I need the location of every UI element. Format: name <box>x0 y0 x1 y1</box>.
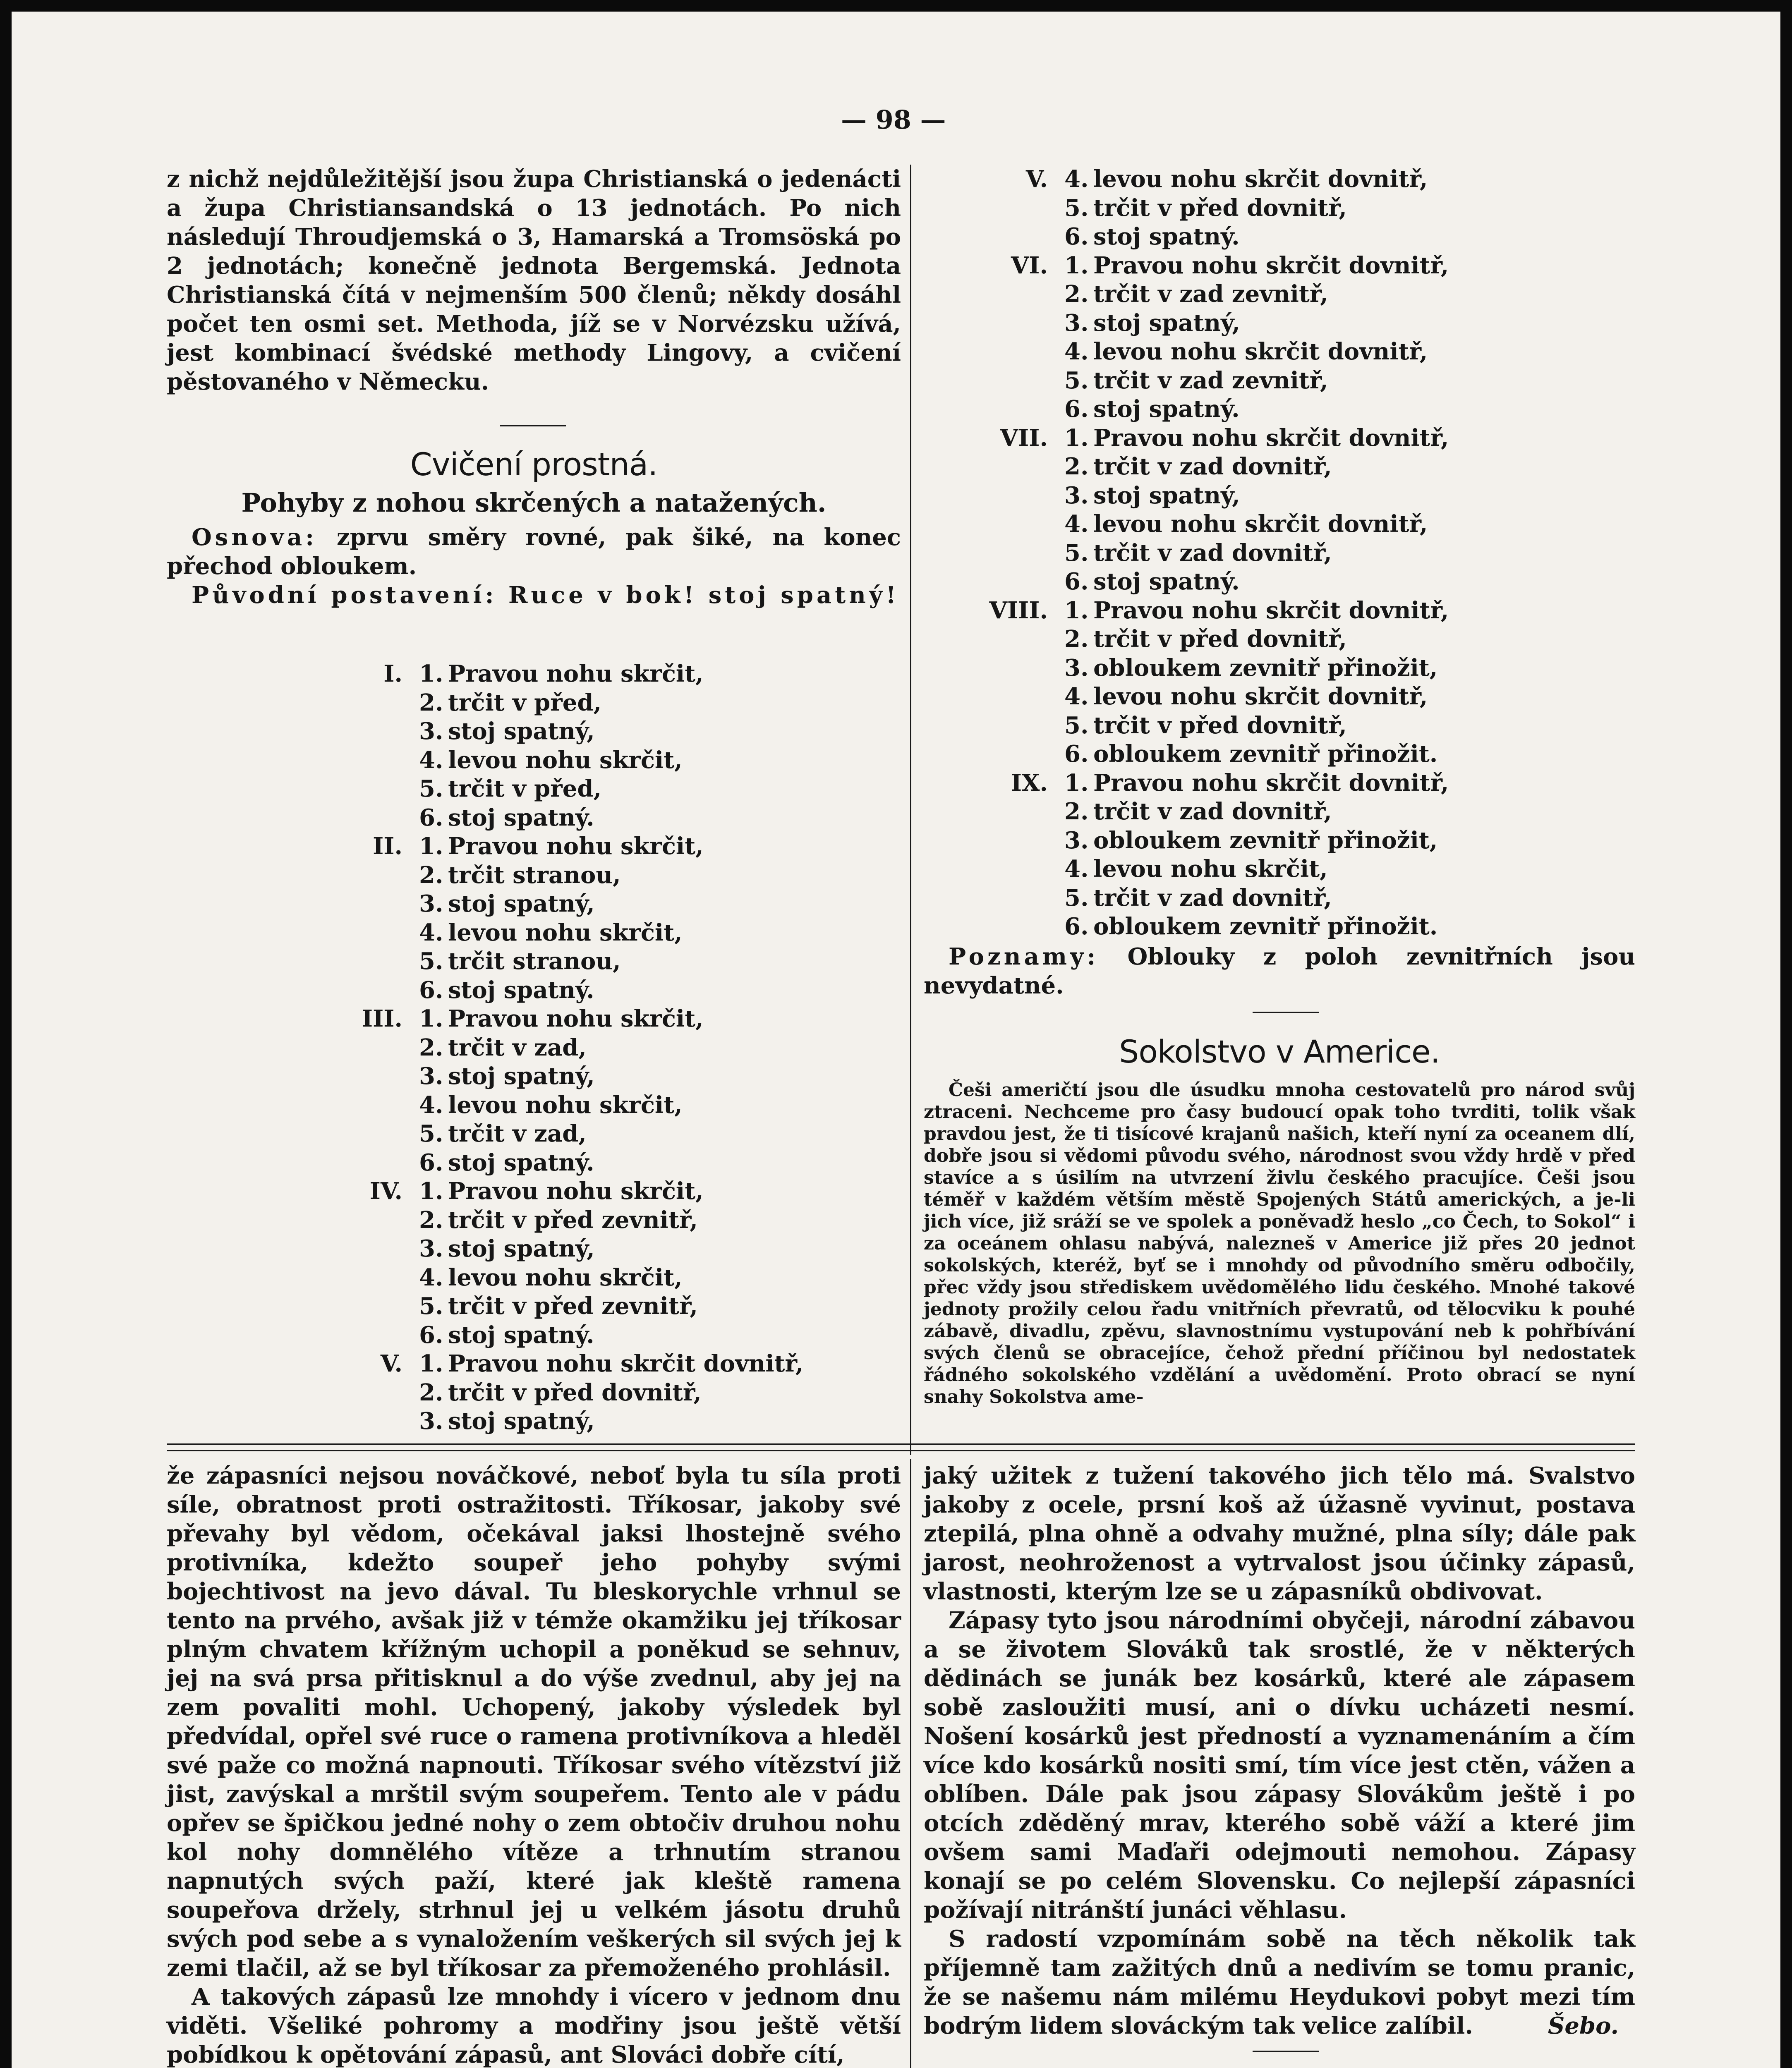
exercise-text: obloukem zevnitř přinožit. <box>1093 913 1438 940</box>
left-top-column <box>167 165 901 396</box>
exercise-text: trčit v před zevnitř, <box>448 1292 698 1320</box>
exercise-text: obloukem zevnitř přinožit, <box>1093 826 1438 854</box>
exercise-text: Pravou nohu skrčit, <box>448 660 704 687</box>
exercise-row <box>1002 827 1540 856</box>
exercise-text: trčit v před dovnitř, <box>1093 711 1347 739</box>
exercise-number: 1. <box>1064 251 1089 279</box>
exercise-row <box>357 1178 895 1206</box>
exercise-text: trčit v před zevnitř, <box>448 1206 698 1234</box>
osnova-label: Osnova: <box>192 524 317 551</box>
exercise-number: 2. <box>1064 798 1089 825</box>
bottom-left-column <box>167 1461 901 2068</box>
exercise-number: 6. <box>1064 740 1089 768</box>
exercise-roman: I. <box>383 660 402 687</box>
exercise-text: Pravou nohu skrčit dovnitř, <box>1093 769 1449 797</box>
exercise-row <box>357 948 895 977</box>
exercise-text: trčit v zad dovnitř, <box>1093 453 1332 480</box>
exercise-row <box>357 718 895 747</box>
exercise-text: trčit v před, <box>448 689 602 716</box>
exercise-number: 6. <box>1064 395 1089 423</box>
exercise-row <box>357 890 895 919</box>
exercise-row <box>1002 424 1540 453</box>
exercise-number: 2. <box>1064 453 1089 480</box>
exercise-roman: IV. <box>369 1178 402 1205</box>
exercise-row <box>1002 223 1540 252</box>
exercise-number: 6. <box>419 804 443 831</box>
exercise-text: stoj spatný, <box>448 1235 595 1262</box>
exercise-text: stoj spatný, <box>1093 481 1240 509</box>
exercise-row <box>989 596 1540 626</box>
exercise-text: Pravou nohu skrčit dovnitř, <box>1093 251 1449 279</box>
exercise-row <box>1002 252 1540 281</box>
poznamy-label: Poznamy: <box>949 943 1099 970</box>
exercise-number: 4. <box>1064 855 1089 883</box>
exercise-number: 2. <box>1064 625 1089 653</box>
exercise-number: 3. <box>419 1235 443 1262</box>
exercise-number: 3. <box>1064 309 1089 337</box>
exercise-row <box>357 1264 895 1293</box>
author-signature: Šebo. <box>1548 2012 1619 2039</box>
exercise-number: 5. <box>419 948 443 975</box>
exercise-text: levou nohu skrčit dovnitř, <box>1093 510 1428 538</box>
scanned-page <box>12 12 1780 2068</box>
exercise-text: levou nohu skrčit, <box>448 919 683 946</box>
exercise-row <box>357 747 895 776</box>
exercise-text: stoj spatný, <box>448 890 595 917</box>
exercise-number: 4. <box>1064 338 1089 365</box>
exercise-row <box>1002 913 1540 942</box>
exercise-text: trčit v zad dovnitř, <box>1093 884 1332 912</box>
exercise-text: stoj spatný, <box>448 1407 595 1435</box>
exercise-text: obloukem zevnitř přinožit. <box>1093 740 1438 768</box>
exercise-row <box>357 1091 895 1120</box>
exercise-roman: III. <box>362 1005 402 1032</box>
exercise-row <box>357 833 895 862</box>
closing-rule <box>1253 2051 1319 2052</box>
article-text: Češi američtí jsou dle úsudku mnoha cestovatelů pro národ svůj ztraceni. Nechceme pro časy budoucí opak toho tvrditi, tolik však pravdou jest, že ti tisícové krajanů našich, kteří nyní za oceanem dlí, dobře jsou si vědomi původu svého, národnost svou vždy hrdě v před stavíce a s úsilím na utvrzení živlu českého pracujíce. Češi jsou téměř v každém větším městě Spojených Států amerických, a je-li jich více, již sráží se ve spolek a poněvadž heslo „co Čech, to Sokol“ i za oceánem ohlasu nabývá, nalezneš v Americe již přes 20 jednot sokolských, kteréž, byť se i mnohdy od původního směru odbočily, přec vždy jsou střediskem uvědomělého lidu českého. Mnohé takové jednoty prožily celou řadu vnitřních převratů, od tělocviku k pouhé zábavě, divadlu, zpěvu, slavnostnímu vystupování neb k pohřbívání svých členů se obracejíce, čehož přední příčinou byl nedostatek řádného sokolského vzdělání a uvědomění. Proto obrací se nyní snahy Sokolstva ame- <box>924 1079 1635 1407</box>
exercise-number: 1. <box>419 1178 443 1205</box>
exercise-number: 1. <box>419 833 443 860</box>
exercise-row <box>357 1235 895 1264</box>
wrestling-paragraph-4: Zápasy tyto jsou národními obyčeji, národní zábavou a se životem Slováků tak srostlé, že v některých dědinách se junák bez kosárků, které ale zápasem sobě zasloužiti musí, ani o dívku ucházeti nesmí. Nošení kosárků jest předností a vyznamenáním a čím více kdo kosárků nositi smí, tím více jest ctěn, vážen a oblíben. Dále pak jsou zápasy Slovákům ještě i po otcích zděděný mrav, kterého sobě váží a které jim ovšem sami Maďaři odejmouti nemohou. Zápasy konají se po celém Slovensku. Co nejlepší zápasníci požívají nitránští junáci věhlasu. <box>924 1607 1635 1924</box>
exercise-text: levou nohu skrčit, <box>448 1091 683 1119</box>
exercise-number: 5. <box>1064 711 1089 739</box>
exercise-row <box>1002 539 1540 568</box>
exercise-roman: IX. <box>1011 769 1048 797</box>
exercise-row <box>357 1034 895 1063</box>
exercise-list-right <box>989 165 1540 942</box>
exercise-row <box>1002 309 1540 338</box>
exercise-text: trčit v zad zevnitř, <box>1093 280 1328 308</box>
exercise-row <box>357 1149 895 1178</box>
exercise-text: Pravou nohu skrčit dovnitř, <box>448 1350 804 1377</box>
exercise-text: obloukem zevnitř přinožit, <box>1093 654 1438 682</box>
exercise-text: trčit v zad, <box>448 1034 587 1061</box>
article-heading: Sokolstvo v Americe. <box>1119 1033 1440 1070</box>
separator-rule <box>500 425 566 426</box>
osnova-paragraph <box>167 523 901 581</box>
exercise-text: levou nohu skrčit dovnitř, <box>1093 683 1428 710</box>
horizontal-rule-bottom <box>167 1450 1635 1451</box>
exercise-number: 5. <box>419 1120 443 1147</box>
exercise-text: stoj spatný. <box>1093 568 1240 595</box>
exercise-number: 3. <box>1064 481 1089 509</box>
section-heading: Cvičení prostná. <box>410 446 658 483</box>
exercise-number: 4. <box>419 919 443 946</box>
exercise-roman: II. <box>373 833 402 860</box>
exercise-text: stoj spatný, <box>448 718 595 745</box>
exercise-row <box>1002 453 1540 482</box>
wrestling-paragraph-1: že zápasníci nejsou nováčkové, neboť byla tu síla proti síle, obratnost proti ostražitosti. Tříkosar, jakoby své převahy byl vědom, očekával jaksi lhostejně svého protivníka, kdežto soupeř jeho pohyby svými bojechtivost na jevo dával. Tu bleskorychle vrhnul se tento na prvého, avšak již v témže okamžiku jej tříkosar plným chvatem křížným uchopil a poněkud se sehnuv, jej na svá prsa přitisknul a do výše zvednul, aby jej na zem povaliti mohl. Uchopený, jakoby výsledek byl předvídal, opřel své ruce o ramena protivníkova a hleděl své paže co možná napnouti. Tříkosar svého vítězství již jist, zavýskal a mrštil svým soupeřem. Tento ale v pádu opřev se špičkou jedné nohy o zem obtočiv druhou nohu kol nohy domnělého vítěze a trhnutím stranou napnutých svých paží, které jak kleště ramena soupeřova držely, strhnul jej u velkém jásotu druhů svých pod sebe a s vynaložením veškerých sil svých jej k zemi tlačil, až se byl tříkosar za přemoženého prohlásil. <box>167 1462 901 1982</box>
exercise-row <box>1002 338 1540 367</box>
exercise-text: stoj spatný. <box>448 1149 594 1176</box>
exercise-number: 4. <box>419 1264 443 1291</box>
exercise-text: trčit v před, <box>448 775 602 802</box>
exercise-text: trčit v zad zevnitř, <box>1093 366 1328 394</box>
exercise-row <box>357 689 895 718</box>
exercise-number: 4. <box>1064 165 1089 193</box>
exercise-row <box>357 1292 895 1321</box>
right-top-column <box>924 942 1635 1000</box>
exercise-number: 4. <box>419 1091 443 1119</box>
exercise-number: 1. <box>1064 424 1089 452</box>
exercise-number: 5. <box>1064 884 1089 912</box>
exercise-row <box>357 804 895 833</box>
page-number: — 98 — <box>841 105 946 135</box>
closing-text: S radostí vzpomínám sobě na těch několik tak příjemně tam zažitých dnů a nedivím se tomu pranic, že se našemu nám milému Heydukovi pobyt mezi tím bodrým lidem slováckým tak velice zalíbil. <box>924 1925 1635 2039</box>
exercise-text: levou nohu skrčit, <box>448 1264 683 1291</box>
exercise-number: 1. <box>1064 769 1089 797</box>
exercise-number: 5. <box>419 1292 443 1320</box>
sokolstvo-article <box>924 1033 1635 1408</box>
exercise-number: 1. <box>419 1005 443 1032</box>
exercise-number: 2. <box>1064 280 1089 308</box>
exercise-text: levou nohu skrčit, <box>448 746 683 774</box>
wrestling-paragraph-3: jaký užitek z tužení takového jich tělo má. Svalstvo jakoby z ocele, prsní koš až úžasně vyvinut, postava ztepilá, plna ohně a odvahy mužné, plna síly; dále pak jarost, neohroženost a vytrvalost jsou účinky zápasů, vlastnosti, kterým lze se u zápasníků obdivovat. <box>924 1462 1635 1605</box>
exercise-text: stoj spatný. <box>1093 223 1240 250</box>
exercise-text: Pravou nohu skrčit dovnitř, <box>1093 424 1449 452</box>
exercise-row <box>1002 510 1540 539</box>
exercise-text: Pravou nohu skrčit, <box>448 1005 704 1032</box>
exercise-number: 6. <box>419 1321 443 1349</box>
exercise-row <box>357 775 895 804</box>
wrestling-paragraph-2: A takových zápasů lze mnohdy i vícero v jednom dnu viděti. Všeliké pohromy a modřiny jsou ještě větší pobídkou k opětování zápasů, ant Slováci dobře cítí, <box>167 1983 901 2068</box>
exercise-text: trčit v zad, <box>448 1120 587 1147</box>
exercise-row <box>1002 395 1540 424</box>
column-divider <box>910 165 911 1455</box>
exercise-row <box>1002 884 1540 913</box>
exercise-number: 3. <box>1064 826 1089 854</box>
exercise-text: Pravou nohu skrčit, <box>448 1178 704 1205</box>
exercise-number: 2. <box>419 861 443 889</box>
exercise-text: stoj spatný, <box>448 1063 595 1090</box>
exercise-row <box>357 1005 895 1034</box>
exercise-row <box>1002 798 1540 827</box>
exercise-list-left <box>357 660 895 1436</box>
intro-paragraph: z nichž nejdůležitější jsou župa Christianská o jedenácti a župa Christiansandská o 13 jednotách. Po nich následují Throudjemská o 3, Hamarská a Tromsöská po 2 jednotách; konečně jednota Bergemská. Jednota Christianská čítá v nejmenším 500 členů; někdy dosáhl počet ten osmi set. Methoda, jíž se v Norvézsku užívá, jest kombinací švédské methody Lingovy, a cvičení pěstovaného v Německu. <box>167 165 901 395</box>
wrestling-paragraph-5 <box>924 1924 1635 2040</box>
exercise-row <box>357 919 895 948</box>
start-label: Původní postavení: <box>192 582 497 609</box>
exercise-roman: VIII. <box>989 596 1048 624</box>
exercise-row <box>1002 683 1540 712</box>
exercise-text: trčit v před dovnitř, <box>1093 625 1347 653</box>
exercise-row <box>1002 194 1540 223</box>
exercise-section-header <box>167 446 901 610</box>
exercise-row <box>1002 712 1540 741</box>
osnova-text: zprvu směry rovné, pak šiké, na konec přechod obloukem. <box>167 524 901 580</box>
exercise-text: trčit v zad dovnitř, <box>1093 539 1332 567</box>
exercise-text: trčit v před dovnitř, <box>448 1379 702 1406</box>
section-subheading: Pohyby z nohou skrčených a natažených. <box>241 488 827 518</box>
exercise-number: 3. <box>419 890 443 917</box>
exercise-number: 5. <box>1064 539 1089 567</box>
exercise-row <box>357 660 895 689</box>
exercise-roman: VII. <box>1000 424 1048 452</box>
exercise-number: 6. <box>1064 568 1089 595</box>
exercise-number: 3. <box>419 718 443 745</box>
exercise-row <box>1002 568 1540 597</box>
start-text: Ruce v bok! stoj spatný! <box>508 582 899 609</box>
exercise-number: 1. <box>419 660 443 687</box>
exercise-row <box>357 1379 895 1408</box>
exercise-number: 4. <box>1064 683 1089 710</box>
exercise-row <box>357 1407 895 1436</box>
bottom-right-column <box>924 1461 1635 2040</box>
exercise-row <box>357 1206 895 1235</box>
exercise-row <box>357 1063 895 1091</box>
exercise-text: levou nohu skrčit dovnitř, <box>1093 338 1428 365</box>
exercise-row <box>1002 367 1540 396</box>
exercise-row <box>1002 165 1540 194</box>
exercise-number: 4. <box>1064 510 1089 538</box>
exercise-number: 2. <box>419 1034 443 1061</box>
exercise-number: 2. <box>419 689 443 716</box>
exercise-number: 5. <box>1064 194 1089 222</box>
exercise-number: 1. <box>419 1350 443 1377</box>
exercise-number: 1. <box>1064 596 1089 624</box>
exercise-number: 2. <box>419 1379 443 1406</box>
exercise-number: 6. <box>419 976 443 1004</box>
exercise-text: levou nohu skrčit, <box>1093 855 1328 883</box>
exercise-row <box>1002 280 1540 309</box>
exercise-number: 3. <box>419 1407 443 1435</box>
exercise-row <box>1002 855 1540 884</box>
exercise-number: 2. <box>419 1206 443 1234</box>
exercise-number: 5. <box>1064 366 1089 394</box>
exercise-text: trčit stranou, <box>448 948 621 975</box>
horizontal-rule-top <box>167 1443 1635 1445</box>
poznamy-paragraph <box>924 942 1635 1000</box>
exercise-row <box>1002 482 1540 511</box>
exercise-row <box>357 862 895 890</box>
exercise-row <box>1002 654 1540 683</box>
exercise-number: 6. <box>1064 223 1089 250</box>
exercise-text: levou nohu skrčit dovnitř, <box>1093 165 1428 193</box>
exercise-roman: VI. <box>1011 251 1048 279</box>
poznamy-text: Oblouky z poloh zevnitřních jsou nevydatné. <box>924 943 1636 999</box>
column-divider-bottom <box>910 1459 911 2068</box>
exercise-text: Pravou nohu skrčit dovnitř, <box>1093 596 1449 624</box>
exercise-text: Pravou nohu skrčit, <box>448 833 704 860</box>
exercise-text: stoj spatný. <box>448 1321 594 1349</box>
exercise-row <box>1002 625 1540 654</box>
exercise-text: stoj spatný. <box>448 976 594 1004</box>
exercise-row <box>357 1350 895 1379</box>
exercise-row <box>1002 740 1540 769</box>
exercise-number: 3. <box>1064 654 1089 682</box>
separator-rule-2 <box>1253 1012 1319 1013</box>
exercise-number: 5. <box>419 775 443 802</box>
exercise-text: trčit v před dovnitř, <box>1093 194 1347 222</box>
exercise-text: trčit stranou, <box>448 861 621 889</box>
exercise-roman: V. <box>380 1350 402 1377</box>
exercise-row <box>357 977 895 1005</box>
exercise-row <box>357 1321 895 1350</box>
exercise-row <box>1002 769 1540 798</box>
exercise-number: 4. <box>419 746 443 774</box>
exercise-number: 6. <box>1064 913 1089 940</box>
exercise-text: stoj spatný. <box>1093 395 1240 423</box>
exercise-row <box>357 1120 895 1149</box>
exercise-number: 6. <box>419 1149 443 1176</box>
exercise-text: trčit v zad dovnitř, <box>1093 798 1332 825</box>
start-position-paragraph <box>167 581 901 610</box>
exercise-text: stoj spatný. <box>448 804 594 831</box>
exercise-text: stoj spatný, <box>1093 309 1240 337</box>
exercise-roman: V. <box>1025 165 1048 193</box>
exercise-number: 3. <box>419 1063 443 1090</box>
